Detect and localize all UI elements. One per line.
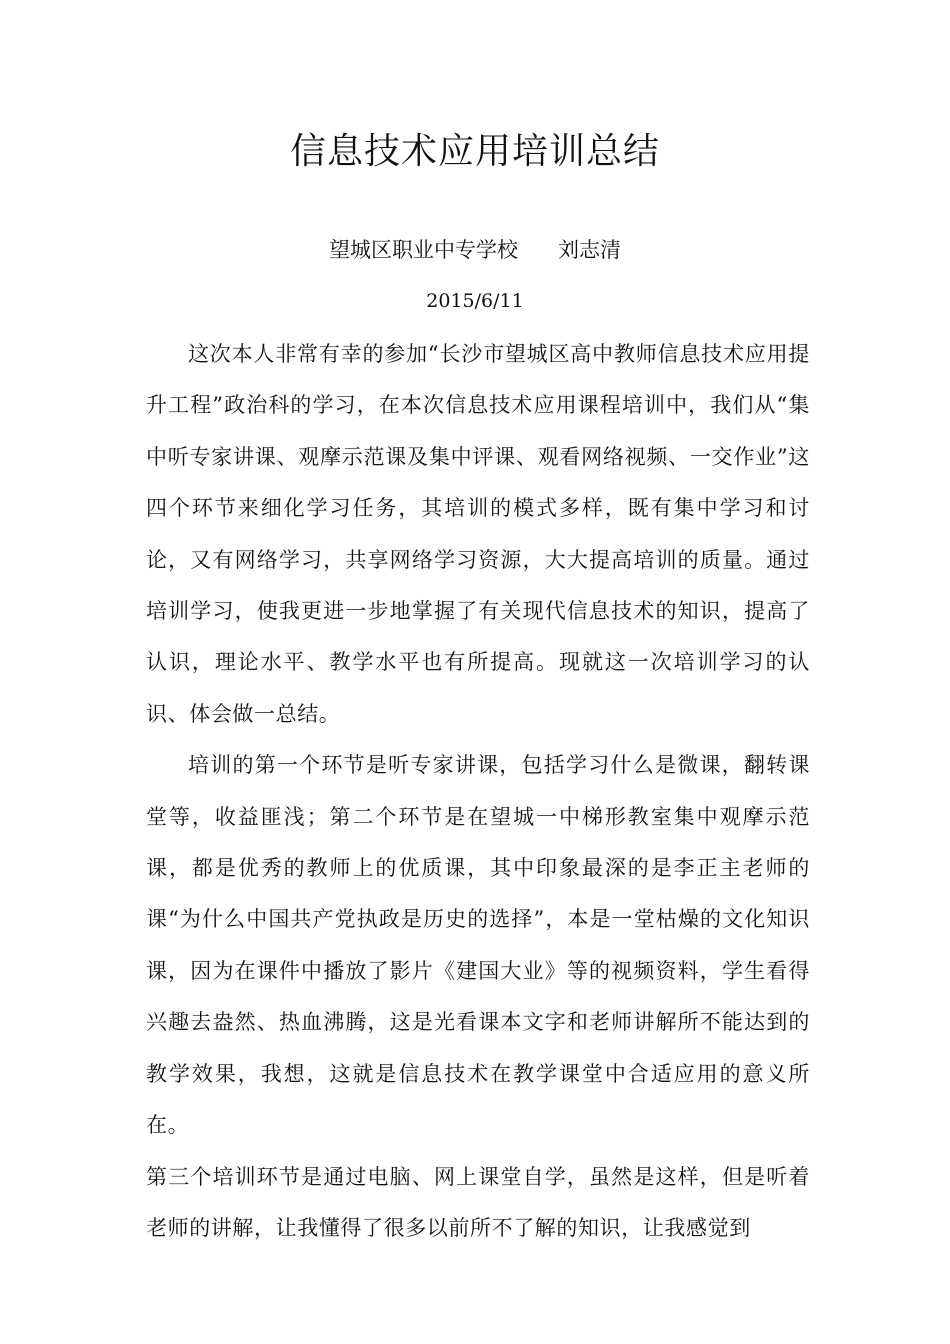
author-name: 刘志清 [558,238,621,262]
byline [0,232,950,268]
paragraph-2: 培训的第一个环节是听专家讲课，包括学习什么是微课，翻转课堂等，收益匪浅；第二个环节是在望城一中梯形教室集中观摩示范课，都是优秀的教师上的优质课，其中印象最深的是李正主老师的课“为什么中国共产党执政是历史的选择”，本是一堂枯燥的文化知识课，因为在课件中播放了影片《建国大业》等的视频资料，学生看得兴趣去盎然、热血沸腾，这是光看课本文字和老师讲解所不能达到的教学效果，我想，这就是信息技术在教学课堂中合适应用的意义所在。 [146,753,810,1138]
school-name: 望城区职业中专学校 [329,238,518,262]
paragraph-1: 这次本人非常有幸的参加“长沙市望城区高中教师信息技术应用提升工程”政治科的学习，在本次信息技术应用课程培训中，我们从“集中听专家讲课、观摩示范课及集中评课、观看网络视频、一交作业”这四个环节来细化学习任务，其培训的模式多样，既有集中学习和讨论，又有网络学习，共享网络学习资源，大大提高培训的质量。通过培训学习，使我更进一步地掌握了有关现代信息技术的知识，提高了认识，理论水平、教学水平也有所提高。现就这一次培训学习的认识、体会做一总结。 [146,342,810,726]
document-date: 2015/6/11 [426,290,524,312]
document-body [146,329,810,1254]
document-title: 信息技术应用培训总结 [289,131,660,172]
paragraph-3: 第三个培训环节是通过电脑、网上课堂自学，虽然是这样，但是听着老师的讲解，让我懂得了很多以前所不了解的知识，让我感觉到 [146,1164,810,1240]
